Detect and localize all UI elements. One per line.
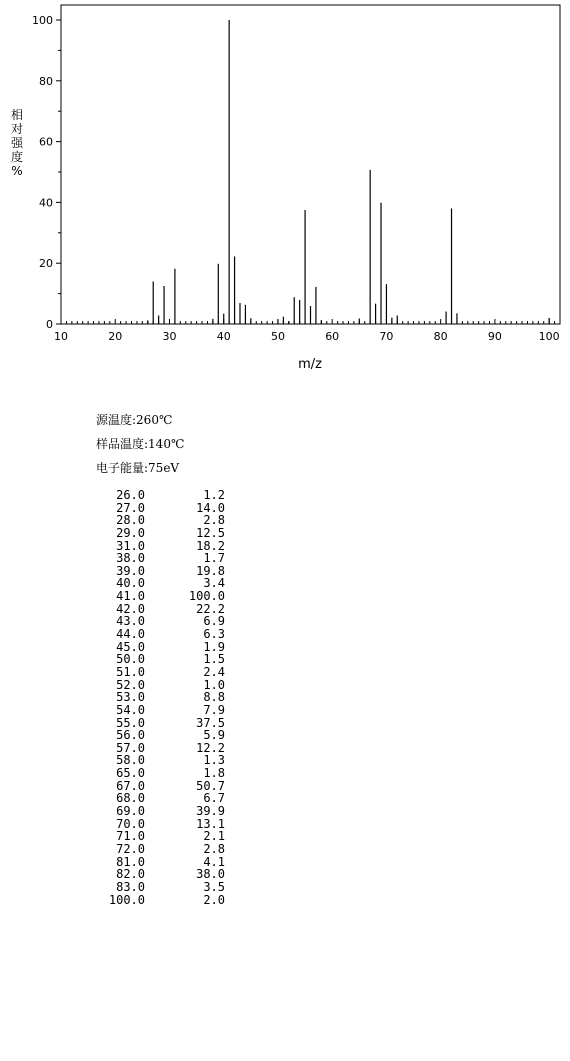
peak-abundance: 3.4 xyxy=(203,576,225,591)
peak-mz: 43.0 xyxy=(116,614,145,629)
x-tick-label: 90 xyxy=(487,330,502,343)
peak-abundance: 1.7 xyxy=(203,551,225,566)
peak-row xyxy=(60,691,250,704)
x-tick-label: 70 xyxy=(379,330,394,343)
x-axis xyxy=(54,319,560,343)
peak-mz: 44.0 xyxy=(116,627,145,642)
peak-mz: 53.0 xyxy=(116,690,145,705)
peak-abundance: 2.8 xyxy=(203,513,225,528)
peak-abundance: 39.9 xyxy=(196,804,225,819)
peak-abundance: 5.9 xyxy=(203,728,225,743)
peak-abundance: 2.0 xyxy=(203,892,225,907)
peak-mz: 57.0 xyxy=(116,740,145,755)
peak-row xyxy=(60,590,250,603)
y-tick-label: 60 xyxy=(39,135,53,149)
peak-abundance: 100.0 xyxy=(188,589,225,604)
peak-mz: 81.0 xyxy=(116,854,145,869)
y-tick-label: 100 xyxy=(32,14,53,27)
plot-frame xyxy=(61,5,560,324)
peak-mz: 100.0 xyxy=(108,892,145,907)
peak-abundance: 14.0 xyxy=(196,500,225,515)
peak-row xyxy=(60,729,250,742)
peak-abundance: 4.1 xyxy=(203,854,225,869)
x-tick-label: 30 xyxy=(162,330,177,343)
peak-abundance: 1.3 xyxy=(203,753,225,768)
peak-mz: 56.0 xyxy=(116,728,145,743)
peak-abundance: 1.5 xyxy=(203,652,225,667)
peak-abundance: 8.8 xyxy=(203,690,225,705)
peak-row xyxy=(60,868,250,881)
peak-mz: 40.0 xyxy=(116,576,145,591)
y-tick-label: 20 xyxy=(39,257,53,271)
peak-row xyxy=(60,894,250,907)
peak-mz: 65.0 xyxy=(116,766,145,781)
peak-mz: 54.0 xyxy=(116,702,145,717)
peak-mz: 71.0 xyxy=(116,829,145,844)
peak-mz: 39.0 xyxy=(116,563,145,578)
peak-mz: 28.0 xyxy=(116,513,145,528)
y-tick-label: 0 xyxy=(46,318,53,331)
peak-mz: 27.0 xyxy=(116,500,145,515)
x-tick-label: 40 xyxy=(216,330,231,343)
peak-mz: 38.0 xyxy=(116,551,145,566)
peak-mz: 31.0 xyxy=(116,538,145,553)
peak-mz: 83.0 xyxy=(116,879,145,894)
y-tick-label: 40 xyxy=(39,196,53,210)
peak-row xyxy=(60,843,250,856)
peak-mz: 72.0 xyxy=(116,841,145,856)
peak-abundance: 18.2 xyxy=(196,538,225,553)
peak-row xyxy=(60,552,250,565)
mass-spectrum-chart xyxy=(0,0,570,380)
peak-row xyxy=(60,805,250,818)
peak-row xyxy=(60,666,250,679)
x-tick-label: 50 xyxy=(270,330,285,343)
y-tick-label: 80 xyxy=(39,74,53,88)
x-tick-label: 80 xyxy=(433,330,448,343)
peak-abundance: 22.2 xyxy=(196,601,225,616)
peak-abundance: 1.2 xyxy=(203,488,225,502)
peak-abundance: 1.0 xyxy=(203,677,225,692)
peak-row xyxy=(60,767,250,780)
peak-row xyxy=(60,881,250,894)
peak-mz: 51.0 xyxy=(116,664,145,679)
peak-abundance: 6.9 xyxy=(203,614,225,629)
peak-abundance: 6.7 xyxy=(203,791,225,806)
peak-abundance: 38.0 xyxy=(196,867,225,882)
peak-abundance: 13.1 xyxy=(196,816,225,831)
peak-mz: 26.0 xyxy=(116,488,145,502)
spectrum-peaks xyxy=(148,20,549,324)
peak-table xyxy=(60,489,250,906)
peak-abundance: 50.7 xyxy=(196,778,225,793)
peak-abundance: 3.5 xyxy=(203,879,225,894)
y-axis xyxy=(32,14,61,331)
peak-mz: 67.0 xyxy=(116,778,145,793)
peak-abundance: 2.1 xyxy=(203,829,225,844)
electron-energy: 电子能量:75eV xyxy=(96,461,180,475)
peak-mz: 52.0 xyxy=(116,677,145,692)
x-tick-label: 20 xyxy=(108,330,123,343)
y-axis-label-text: 相 对 强 度 % xyxy=(10,108,23,178)
peak-abundance: 7.9 xyxy=(203,702,225,717)
source-temperature: 源温度:260℃ xyxy=(96,413,173,427)
peak-mz: 41.0 xyxy=(116,589,145,604)
peak-row xyxy=(60,704,250,717)
peak-mz: 68.0 xyxy=(116,791,145,806)
peak-mz: 29.0 xyxy=(116,525,145,540)
peak-abundance: 19.8 xyxy=(196,563,225,578)
peak-mz: 82.0 xyxy=(116,867,145,882)
peak-mz: 70.0 xyxy=(116,816,145,831)
peak-abundance: 12.2 xyxy=(196,740,225,755)
peak-abundance: 6.3 xyxy=(203,627,225,642)
peak-row xyxy=(60,527,250,540)
peak-abundance: 1.9 xyxy=(203,639,225,654)
peak-mz: 45.0 xyxy=(116,639,145,654)
peak-abundance: 37.5 xyxy=(196,715,225,730)
y-axis-label xyxy=(8,108,26,178)
x-tick-label: 60 xyxy=(325,330,340,343)
peak-row xyxy=(60,489,250,502)
peak-mz: 69.0 xyxy=(116,804,145,819)
x-axis-label: m/z xyxy=(298,357,322,372)
peak-mz: 58.0 xyxy=(116,753,145,768)
peak-mz: 55.0 xyxy=(116,715,145,730)
peak-abundance: 2.8 xyxy=(203,841,225,856)
peak-abundance: 12.5 xyxy=(196,525,225,540)
sample-temperature: 样品温度:140℃ xyxy=(96,437,185,451)
peak-abundance: 1.8 xyxy=(203,766,225,781)
peak-mz: 42.0 xyxy=(116,601,145,616)
peak-abundance: 2.4 xyxy=(203,664,225,679)
peak-row xyxy=(60,628,250,641)
x-tick-label: 100 xyxy=(538,330,560,343)
x-tick-label: 10 xyxy=(54,330,68,343)
peak-mz: 50.0 xyxy=(116,652,145,667)
